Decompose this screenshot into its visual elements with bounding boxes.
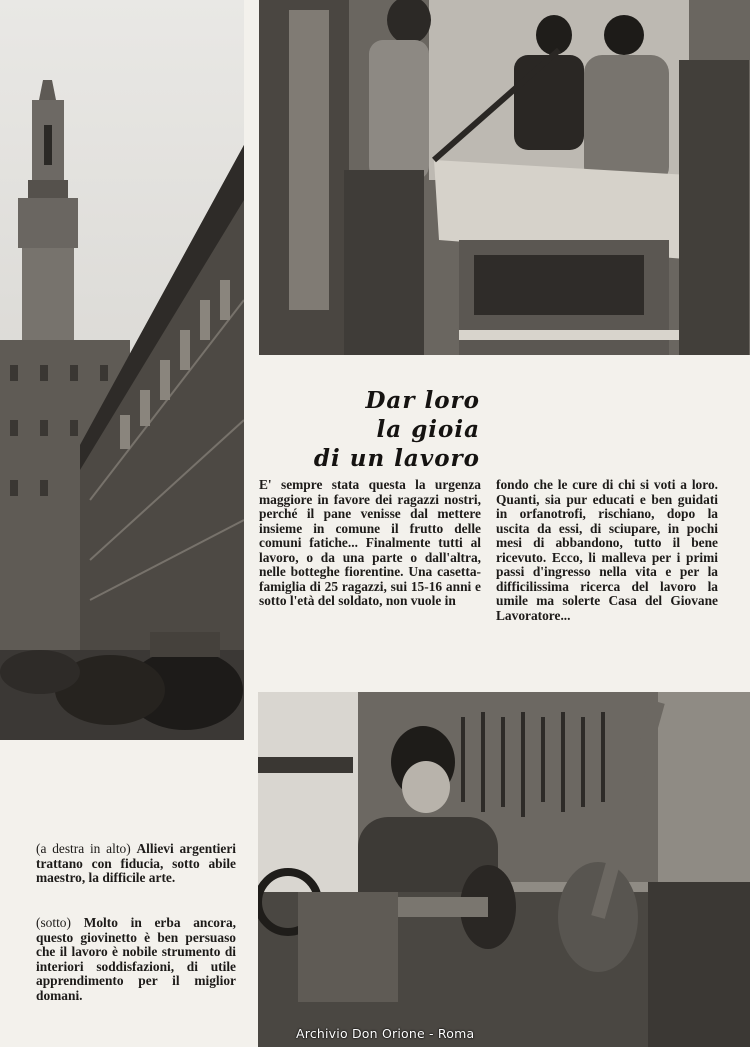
title-line-2: la gioia (376, 416, 480, 443)
article-column-2: fondo che le cure di chi si voti a loro. Quanti, sia pur educati e ben guidati in orfanotrofi, rischiano, dopo la uscita da essi, di sciupare, in pochi mesi di abbandono, tutto il bene ricevuto. Ecco, li malleva per i primi passi d'ingresso nella vita e per la difficilissima ricerca del lavoro la umile ma solerte Casa del Giovane Lavoratore... (496, 477, 718, 623)
title-line-1: Dar loro (365, 387, 480, 414)
article-title (240, 386, 480, 473)
archive-watermark: Archivio Don Orione - Roma (296, 1026, 475, 1041)
caption-top-text: Allievi argentieri trattano con fiducia, sotto abile maestro, la difficile arte. (36, 841, 236, 886)
title-line-3: di un lavoro (313, 445, 480, 472)
caption-top-prefix: (a destra in alto) (36, 841, 131, 856)
caption-top (36, 842, 236, 886)
caption-bottom-prefix: (sotto) (36, 915, 71, 930)
photo-florence-street (0, 0, 244, 740)
article-column-1: E' sempre stata questa la urgenza maggiore in favore dei ragazzi nostri, perché il pane venisse dal mettere insieme in comune il frutto delle comuni fatiche... Finalmente tutti al lavoro, o da una parte o dall'altra, nelle botteghe fiorentine. Una casetta-famiglia di 25 ragazzi, sui 15-16 anni e sotto l'età del soldato, non vuole in (259, 477, 481, 608)
caption-bottom (36, 916, 236, 1004)
photo-boy-at-lathe (258, 692, 750, 1047)
photo-silversmith-students (259, 0, 750, 355)
caption-bottom-text: Molto in erba ancora, questo giovinetto è ben persuaso che il lavoro è nobile strumento di interiori soddisfazioni, di utile apprendimento per il miglior domani. (36, 915, 236, 1003)
